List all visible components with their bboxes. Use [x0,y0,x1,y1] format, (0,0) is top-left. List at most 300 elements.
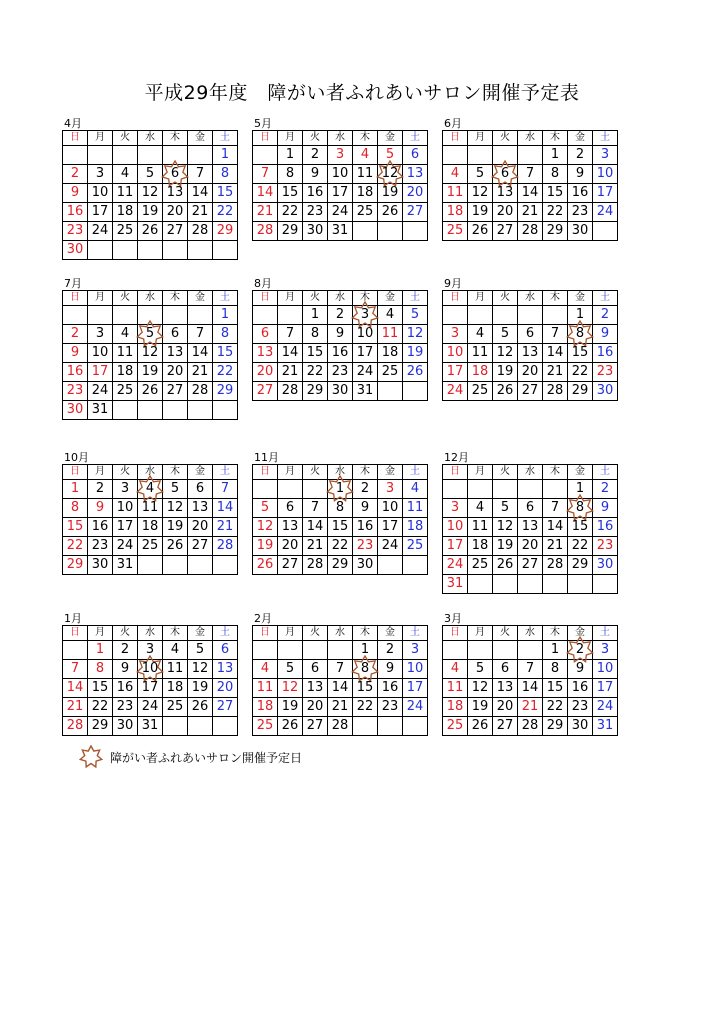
day-cell [213,660,238,679]
day-number: 23 [91,538,109,553]
day-cell [253,679,278,698]
day-number: 19 [471,204,489,219]
day-cell [113,222,138,241]
weekday-header: 日 [443,465,468,480]
day-cell [163,698,188,717]
day-number: 13 [166,185,184,200]
weekday-header: 金 [188,131,213,146]
day-cell [278,499,303,518]
day-number: 1 [575,481,585,496]
day-number: 7 [525,166,535,181]
week-row [443,698,618,717]
day-number: 7 [310,500,320,515]
day-number: 23 [306,204,324,219]
day-cell [403,660,428,679]
day-number: 5 [500,326,510,341]
day-number: 22 [546,204,564,219]
day-cell [163,518,188,537]
empty-cell [443,146,468,165]
day-number: 8 [550,166,560,181]
day-number: 26 [141,383,159,398]
day-number: 23 [571,204,589,219]
day-number: 2 [600,481,610,496]
day-cell [353,146,378,165]
weekday-header: 土 [213,131,238,146]
day-cell [113,698,138,717]
month-label: 9月 [444,277,462,290]
weekday-header: 土 [403,291,428,306]
month-table [252,625,428,736]
day-number: 26 [381,204,399,219]
week-row [253,717,428,736]
day-number: 15 [66,519,84,534]
week-row [253,537,428,556]
day-number: 7 [70,661,80,676]
day-number: 4 [360,147,370,162]
week-row [63,344,238,363]
empty-cell [188,306,213,325]
empty-cell [88,146,113,165]
day-cell [443,382,468,401]
day-number: 3 [450,326,460,341]
day-number: 5 [285,661,295,676]
day-cell [278,518,303,537]
day-cell [568,203,593,222]
day-cell [88,222,113,241]
empty-cell [378,556,403,575]
day-number: 11 [446,680,464,695]
day-cell [353,382,378,401]
day-cell [568,556,593,575]
day-number: 5 [170,481,180,496]
day-cell [213,518,238,537]
day-number: 10 [446,519,464,534]
day-cell [188,679,213,698]
day-number: 5 [410,307,420,322]
weekday-header: 火 [493,465,518,480]
day-cell [543,641,568,660]
day-cell [403,184,428,203]
day-number: 24 [596,204,614,219]
day-number: 20 [496,699,514,714]
day-cell [278,537,303,556]
day-number: 17 [381,519,399,534]
day-cell [138,363,163,382]
day-cell [568,499,593,518]
day-cell [443,698,468,717]
day-number: 16 [571,680,589,695]
day-number: 20 [406,185,424,200]
month-calendar [252,612,428,736]
day-cell [328,717,353,736]
day-cell [163,203,188,222]
day-number: 3 [95,326,105,341]
day-number: 9 [335,326,345,341]
day-cell [518,518,543,537]
day-number: 26 [141,223,159,238]
empty-cell [213,717,238,736]
day-cell [303,660,328,679]
day-number: 12 [471,680,489,695]
empty-cell [188,717,213,736]
day-number: 22 [306,364,324,379]
day-cell [568,698,593,717]
day-number: 20 [166,364,184,379]
day-number: 20 [191,519,209,534]
day-cell [468,679,493,698]
day-number: 29 [546,718,564,733]
day-cell [568,165,593,184]
weekday-header: 月 [468,131,493,146]
day-cell [188,344,213,363]
empty-cell [493,306,518,325]
day-cell [138,480,163,499]
week-row [63,146,238,165]
week-row [63,537,238,556]
day-cell [543,203,568,222]
week-row [443,660,618,679]
day-cell [213,679,238,698]
day-number: 2 [120,642,130,657]
day-number: 29 [216,223,234,238]
weekday-header: 土 [213,626,238,641]
day-cell [63,698,88,717]
day-cell [543,698,568,717]
day-number: 31 [596,718,614,733]
day-number: 15 [91,680,109,695]
day-cell [568,363,593,382]
weekday-header: 日 [63,465,88,480]
day-number: 3 [385,481,395,496]
weekday-header: 月 [88,465,113,480]
day-cell [88,382,113,401]
weekday-header: 月 [278,626,303,641]
weekday-header-row [63,465,238,480]
day-number: 17 [91,204,109,219]
weekday-header: 火 [493,626,518,641]
empty-cell [518,480,543,499]
day-cell [278,203,303,222]
weekday-header: 水 [518,131,543,146]
day-number: 26 [281,718,299,733]
day-number: 14 [256,185,274,200]
empty-cell [163,306,188,325]
day-cell [543,165,568,184]
day-number: 7 [220,481,230,496]
day-number: 4 [145,481,155,496]
empty-cell [138,241,163,260]
weekday-header: 木 [543,291,568,306]
day-cell [303,203,328,222]
day-cell [113,325,138,344]
day-cell [138,660,163,679]
day-cell [518,537,543,556]
month-calendar [252,117,428,241]
day-number: 21 [306,538,324,553]
day-cell [163,679,188,698]
week-row [443,641,618,660]
day-number: 11 [116,185,134,200]
day-cell [328,306,353,325]
empty-cell [568,575,593,594]
day-cell [278,184,303,203]
day-number: 15 [281,185,299,200]
day-number: 24 [381,538,399,553]
week-row [63,382,238,401]
week-row [443,556,618,575]
day-cell [328,325,353,344]
day-cell [353,363,378,382]
week-row [253,146,428,165]
day-cell [443,165,468,184]
day-number: 20 [281,538,299,553]
day-number: 5 [475,661,485,676]
day-cell [378,325,403,344]
day-number: 29 [331,557,349,572]
day-number: 3 [360,307,370,322]
day-cell [188,203,213,222]
day-cell [568,382,593,401]
day-number: 8 [550,661,560,676]
week-row [63,306,238,325]
day-cell [593,165,618,184]
day-number: 21 [191,204,209,219]
day-number: 28 [331,718,349,733]
weekday-header: 木 [353,291,378,306]
day-cell [403,344,428,363]
day-number: 10 [91,185,109,200]
empty-cell [468,641,493,660]
day-cell [63,382,88,401]
day-number: 28 [66,718,84,733]
day-cell [378,146,403,165]
week-row [253,363,428,382]
day-cell [278,165,303,184]
day-cell [138,499,163,518]
day-cell [353,499,378,518]
day-cell [88,203,113,222]
week-row [443,537,618,556]
week-row [253,165,428,184]
day-number: 13 [191,500,209,515]
week-row [63,717,238,736]
day-cell [403,146,428,165]
day-number: 18 [356,185,374,200]
empty-cell [443,641,468,660]
day-number: 27 [166,383,184,398]
day-cell [543,222,568,241]
day-cell [403,679,428,698]
weekday-header: 火 [493,291,518,306]
day-cell [113,203,138,222]
day-cell [543,363,568,382]
day-cell [518,698,543,717]
day-number: 6 [170,326,180,341]
star-burst-icon [76,745,106,769]
day-cell [378,165,403,184]
weekday-header: 日 [63,626,88,641]
day-cell [443,499,468,518]
day-cell [88,556,113,575]
month-table [62,290,238,420]
empty-cell [468,146,493,165]
day-number: 9 [575,166,585,181]
day-number: 29 [66,557,84,572]
day-number: 2 [95,481,105,496]
day-number: 30 [116,718,134,733]
empty-cell [253,306,278,325]
day-cell [163,363,188,382]
weekday-header: 木 [163,131,188,146]
day-number: 25 [446,718,464,733]
month-label: 5月 [254,117,272,130]
month-table [62,464,238,575]
day-number: 22 [216,364,234,379]
day-cell [188,499,213,518]
day-cell [188,363,213,382]
weekday-header: 水 [518,465,543,480]
day-cell [468,325,493,344]
day-cell [328,382,353,401]
day-cell [353,325,378,344]
day-cell [568,641,593,660]
empty-cell [63,146,88,165]
day-cell [63,165,88,184]
day-number: 17 [596,185,614,200]
day-number: 29 [216,383,234,398]
day-number: 25 [446,223,464,238]
day-cell [188,698,213,717]
month-label: 10月 [64,451,89,464]
day-number: 19 [406,345,424,360]
day-cell [328,344,353,363]
day-number: 18 [446,699,464,714]
day-cell [63,717,88,736]
day-cell [138,222,163,241]
day-cell [253,325,278,344]
day-cell [518,344,543,363]
day-cell [353,518,378,537]
day-cell [138,537,163,556]
empty-cell [518,641,543,660]
day-number: 9 [600,326,610,341]
week-row [443,382,618,401]
day-cell [163,165,188,184]
month-calendar [62,277,238,420]
weekday-header: 月 [468,465,493,480]
day-number: 4 [260,661,270,676]
day-cell [593,717,618,736]
day-number: 18 [381,345,399,360]
month-table [442,130,618,241]
week-row [253,203,428,222]
day-number: 15 [546,680,564,695]
weekday-header: 金 [378,291,403,306]
day-number: 28 [191,383,209,398]
day-number: 18 [406,519,424,534]
month-table [252,464,428,575]
day-number: 26 [166,538,184,553]
day-number: 28 [546,383,564,398]
day-cell [213,165,238,184]
day-cell [568,679,593,698]
day-number: 11 [141,500,159,515]
day-number: 6 [195,481,205,496]
day-cell [468,344,493,363]
day-number: 14 [546,519,564,534]
day-number: 20 [166,204,184,219]
day-cell [113,518,138,537]
day-cell [568,306,593,325]
day-cell [443,363,468,382]
day-number: 29 [546,223,564,238]
day-number: 7 [285,326,295,341]
day-number: 16 [306,185,324,200]
day-number: 21 [191,364,209,379]
day-cell [353,306,378,325]
day-cell [213,537,238,556]
day-number: 30 [571,223,589,238]
day-cell [403,499,428,518]
day-number: 6 [170,166,180,181]
day-cell [303,698,328,717]
empty-cell [188,401,213,420]
empty-cell [328,641,353,660]
day-number: 29 [281,223,299,238]
day-number: 1 [95,642,105,657]
day-number: 2 [360,481,370,496]
day-number: 8 [95,661,105,676]
day-cell [113,641,138,660]
day-number: 5 [260,500,270,515]
weekday-header: 日 [443,626,468,641]
day-cell [468,203,493,222]
day-number: 14 [546,345,564,360]
day-cell [518,717,543,736]
empty-cell [163,146,188,165]
day-cell [493,499,518,518]
week-row [253,698,428,717]
day-number: 22 [281,204,299,219]
day-cell [213,146,238,165]
day-number: 23 [331,364,349,379]
day-cell [493,222,518,241]
day-cell [353,698,378,717]
weekday-header: 火 [303,626,328,641]
day-number: 14 [191,345,209,360]
day-cell [328,165,353,184]
page-title: 平成29年度 障がい者ふれあいサロン開催予定表 [144,82,580,104]
empty-cell [303,641,328,660]
weekday-header-row [443,131,618,146]
day-number: 27 [191,538,209,553]
week-row [253,660,428,679]
day-number: 16 [116,680,134,695]
day-cell [188,325,213,344]
day-number: 16 [571,185,589,200]
day-number: 13 [166,345,184,360]
day-number: 18 [116,204,134,219]
day-cell [543,537,568,556]
day-number: 22 [571,364,589,379]
day-cell [88,537,113,556]
empty-cell [253,641,278,660]
day-cell [543,146,568,165]
day-number: 11 [446,185,464,200]
day-cell [188,222,213,241]
day-number: 1 [335,481,345,496]
weekday-header: 土 [593,291,618,306]
